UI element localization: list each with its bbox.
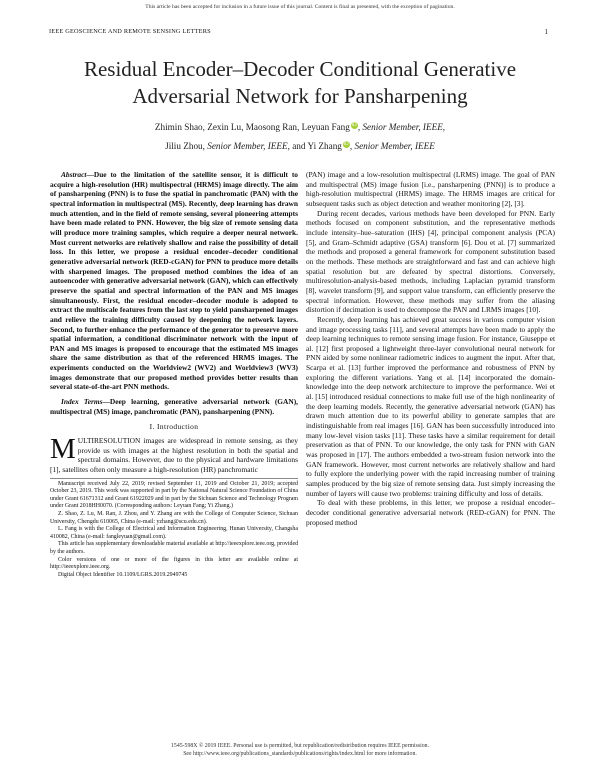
- journal-name: IEEE GEOSCIENCE AND REMOTE SENSING LETTERS: [49, 28, 211, 35]
- orcid-icon[interactable]: iD: [344, 140, 349, 147]
- index-terms-text: —Deep learning, generative adversarial network (GAN), multispectral (MS) image, panchromatic (PAN), pansharpening (PNN).: [50, 397, 299, 416]
- rights-link-line[interactable]: See http://www.ieee.org/publications_standards/publications/rights/index.html for more information.: [183, 751, 417, 757]
- index-terms: [50, 397, 298, 416]
- author-list: [40, 118, 560, 156]
- footnote: This article has supplementary downloadable material available at http://ieeexplore.ieee.org, provided by the authors.: [50, 541, 299, 556]
- left-column: [50, 170, 298, 579]
- drop-cap: M: [50, 433, 76, 466]
- index-terms-label: Index Terms: [61, 397, 103, 407]
- author-line-1: [40, 118, 560, 137]
- footnote: Digital Object Identifier 10.1109/LGRS.2019.2949745: [58, 571, 188, 578]
- copyright-line: 1545-598X © 2019 IEEE. Personal use is permitted, but republication/redistribution requires IEEE permission.: [171, 743, 429, 749]
- intro-first-word: ULTIRESOLUTION: [77, 436, 141, 446]
- footnotes: [50, 481, 298, 580]
- body-paragraph: (PAN) image and a low-resolution multispectral (LRMS) image. The goal of PAN and multispectral (MS) image fusion [i.e., pansharpening (PNN)] is to produce a high-resolution multispectral (HRMS) image. The HRMS images are critical for subsequent tasks such as object detection and weather monitoring [2], [3].: [306, 170, 555, 208]
- footnote: L. Fang is with the College of Electrical and Information Engineering, Hunan University, Changsha 410082, China (e-mail: fangleyuan@gmail.com).: [50, 526, 298, 540]
- page-number: 1: [544, 28, 548, 36]
- author-line-2: [40, 137, 560, 156]
- body-paragraph: To deal with these problems, in this letter, we propose a residual encoder–decoder conditional generative adversarial network (RED-cGAN) for PNN. The proposed method: [306, 498, 555, 527]
- authors-line1-affil: , Senior Member, IEEE,: [357, 122, 446, 132]
- acceptance-notice: This article has been accepted for inclusion in a future issue of this journal. Content is final as presented, with the exception of pagination.: [145, 4, 455, 10]
- section-heading: I. Introduction: [149, 422, 199, 432]
- intro-paragraph: [50, 433, 298, 475]
- intro-text: images are widespread in remote sensing, as they provide us with images at the highest resolution in both the spatial and spectral domains. However, due to the physical and hardware limitations [1], satellites often only measure a high-resolution (HR) panchromatic: [50, 436, 298, 475]
- footnote: Z. Shao, Z. Lu, M. Ran, J. Zhou, and Y. Zhang are with the College of Computer Science, Sichuan University, Chengdu 610065, China (e-mail: yzhang@scu.edu.cn).: [50, 511, 298, 525]
- authors-line2-affil-a: Senior Member, IEEE,: [204, 141, 290, 151]
- body-paragraph: During recent decades, various methods have been developed for PNN. Early methods focused on component substitution, and the representative methods include intensity–hue–saturation (IHS) [4], principal component analysis (PCA) [5], and Gram–Schmidt adaptive (GSA) transform [6]. Dou et al. [7] summarized the methods and proposed a general framework for component substitution based on the methods. These methods are straightforward and fast and can achieve high spatial resolution but are defeated by spectral distortions. Conversely, multiresolution-analysis-based methods, including Laplacian pyramid transform [8], wavelet transform [9], and support value transform, can efficiently preserve the spectral information. However, these methods may suffer from the aliasing distortion if decimation is used to decompose the PAN and LRMS images [10].: [306, 208, 555, 315]
- authors-line2-name-b: and Yi Zhang: [289, 141, 342, 151]
- authors-line2-name-a: Jiliu Zhou,: [165, 141, 205, 151]
- footnote: Manuscript received July 22, 2019; revised September 11, 2019 and October 21, 2019; accepted October 23, 2019. This work was supported in part by the National Natural Science Foundation of China under Grant 61671312 and Grant 61922029 and in part by the Sichuan Science and Technology Program under Grant 2018HH0070. (Corresponding authors: Leyuan Fang; Yi Zhang.): [50, 480, 298, 510]
- right-column: [306, 170, 555, 527]
- orcid-icon[interactable]: iD: [351, 121, 357, 128]
- authors-line1-names: Zhimin Shao, Zexin Lu, Maosong Ran, Leyuan Fang: [154, 122, 350, 132]
- abstract: [50, 170, 298, 392]
- footnote-divider: [50, 478, 298, 479]
- abstract-label: Abstract: [61, 170, 87, 179]
- authors-line2-affil-b: , Senior Member, IEEE: [349, 141, 435, 151]
- abstract-text: —Due to the limitation of the satellite sensor, it is difficult to acquire a high-resolution (HR) multispectral (HRMS) image directly. The aim of pansharpening (PNN) is to fuse the spatial in panchromatic (PAN) with the spectral information in multispectral (MS). Recently, deep learning has drawn much attention, and in the field of remote sensing, several pioneering attempts have been made related to PNN. However, the big size of remote sensing data will produce more training samples, which require a deeper neural network. Most current networks are relatively shallow and raise the possibility of detail loss. In this letter, we propose a residual encoder–decoder conditional generative adversarial network (RED-cGAN) for PNN to produce more details with sharpened images. The proposed method combines the idea of an autoencoder with generative adversarial network (GAN), which can effectively preserve the spatial and spectral information of the PAN and MS images simultaneously. First, the residual encoder–decoder module is adopted to extract the multiscale features from the last step to yield pansharpened images and relieve the training difficulty caused by deepening the network layers. Second, to further enhance the performance of the generator to preserve more spatial information, a conditional discriminator network with the input of PAN and MS images is proposed to encourage that the estimated MS images share the same distribution as that of the referenced HRMS images. The experiments conducted on the Worldview2 (WV2) and Worldview3 (WV3) images demonstrate that our proposed method provides better results than several state-of-the-art PNN methods.: [50, 170, 298, 392]
- body-paragraph: Recently, deep learning has achieved great success in various computer vision and image processing tasks [11], and several attempts have been made to apply the deep learning techniques to remote sensing image fusion. For instance, Giuseppe et al. [12] first proposed a lightweight three-layer convolutional neural network for PNN aided by some nonlinear radiometric indices to augment the input. After that, Scarpa et al. [13] further improved the performance and robustness of PNN by exploring the different variations. Yang et al. [14] incorporated the domain-knowledge into the deep network architecture to improve the performance. Wei et al. [15] introduced residual connections to make full use of the high nonlinearity of the deep learning models. Recently, the generative adversarial network (GAN) has drawn much attention due to its powerful ability to generate samples that are indistinguishable from real images [16]. GAN has been successfully introduced into many low-level vision tasks [11]. These tasks have a similar requirement for detail preservation as that of PNN. To our knowledge, the only task for PNN with GAN was proposed in [17]. The authors embedded a two-stream fusion network into the GAN framework. However, most current networks are relatively shallow and hard to fully explore the underlying power with the rapid increasing number of training samples produced by the big size of remote sensing data. Just simply increasing the number of layers will cause two problems: training difficulty and loss of details.: [306, 314, 555, 498]
- paper-title: Residual Encoder–Decoder Conditional Generative Adversarial Network for Pansharpening: [83, 57, 517, 108]
- footnote: Color versions of one or more of the figures in this letter are available online at http://ieeexplore.ieee.org.: [50, 556, 298, 571]
- copyright-footer: [0, 742, 600, 758]
